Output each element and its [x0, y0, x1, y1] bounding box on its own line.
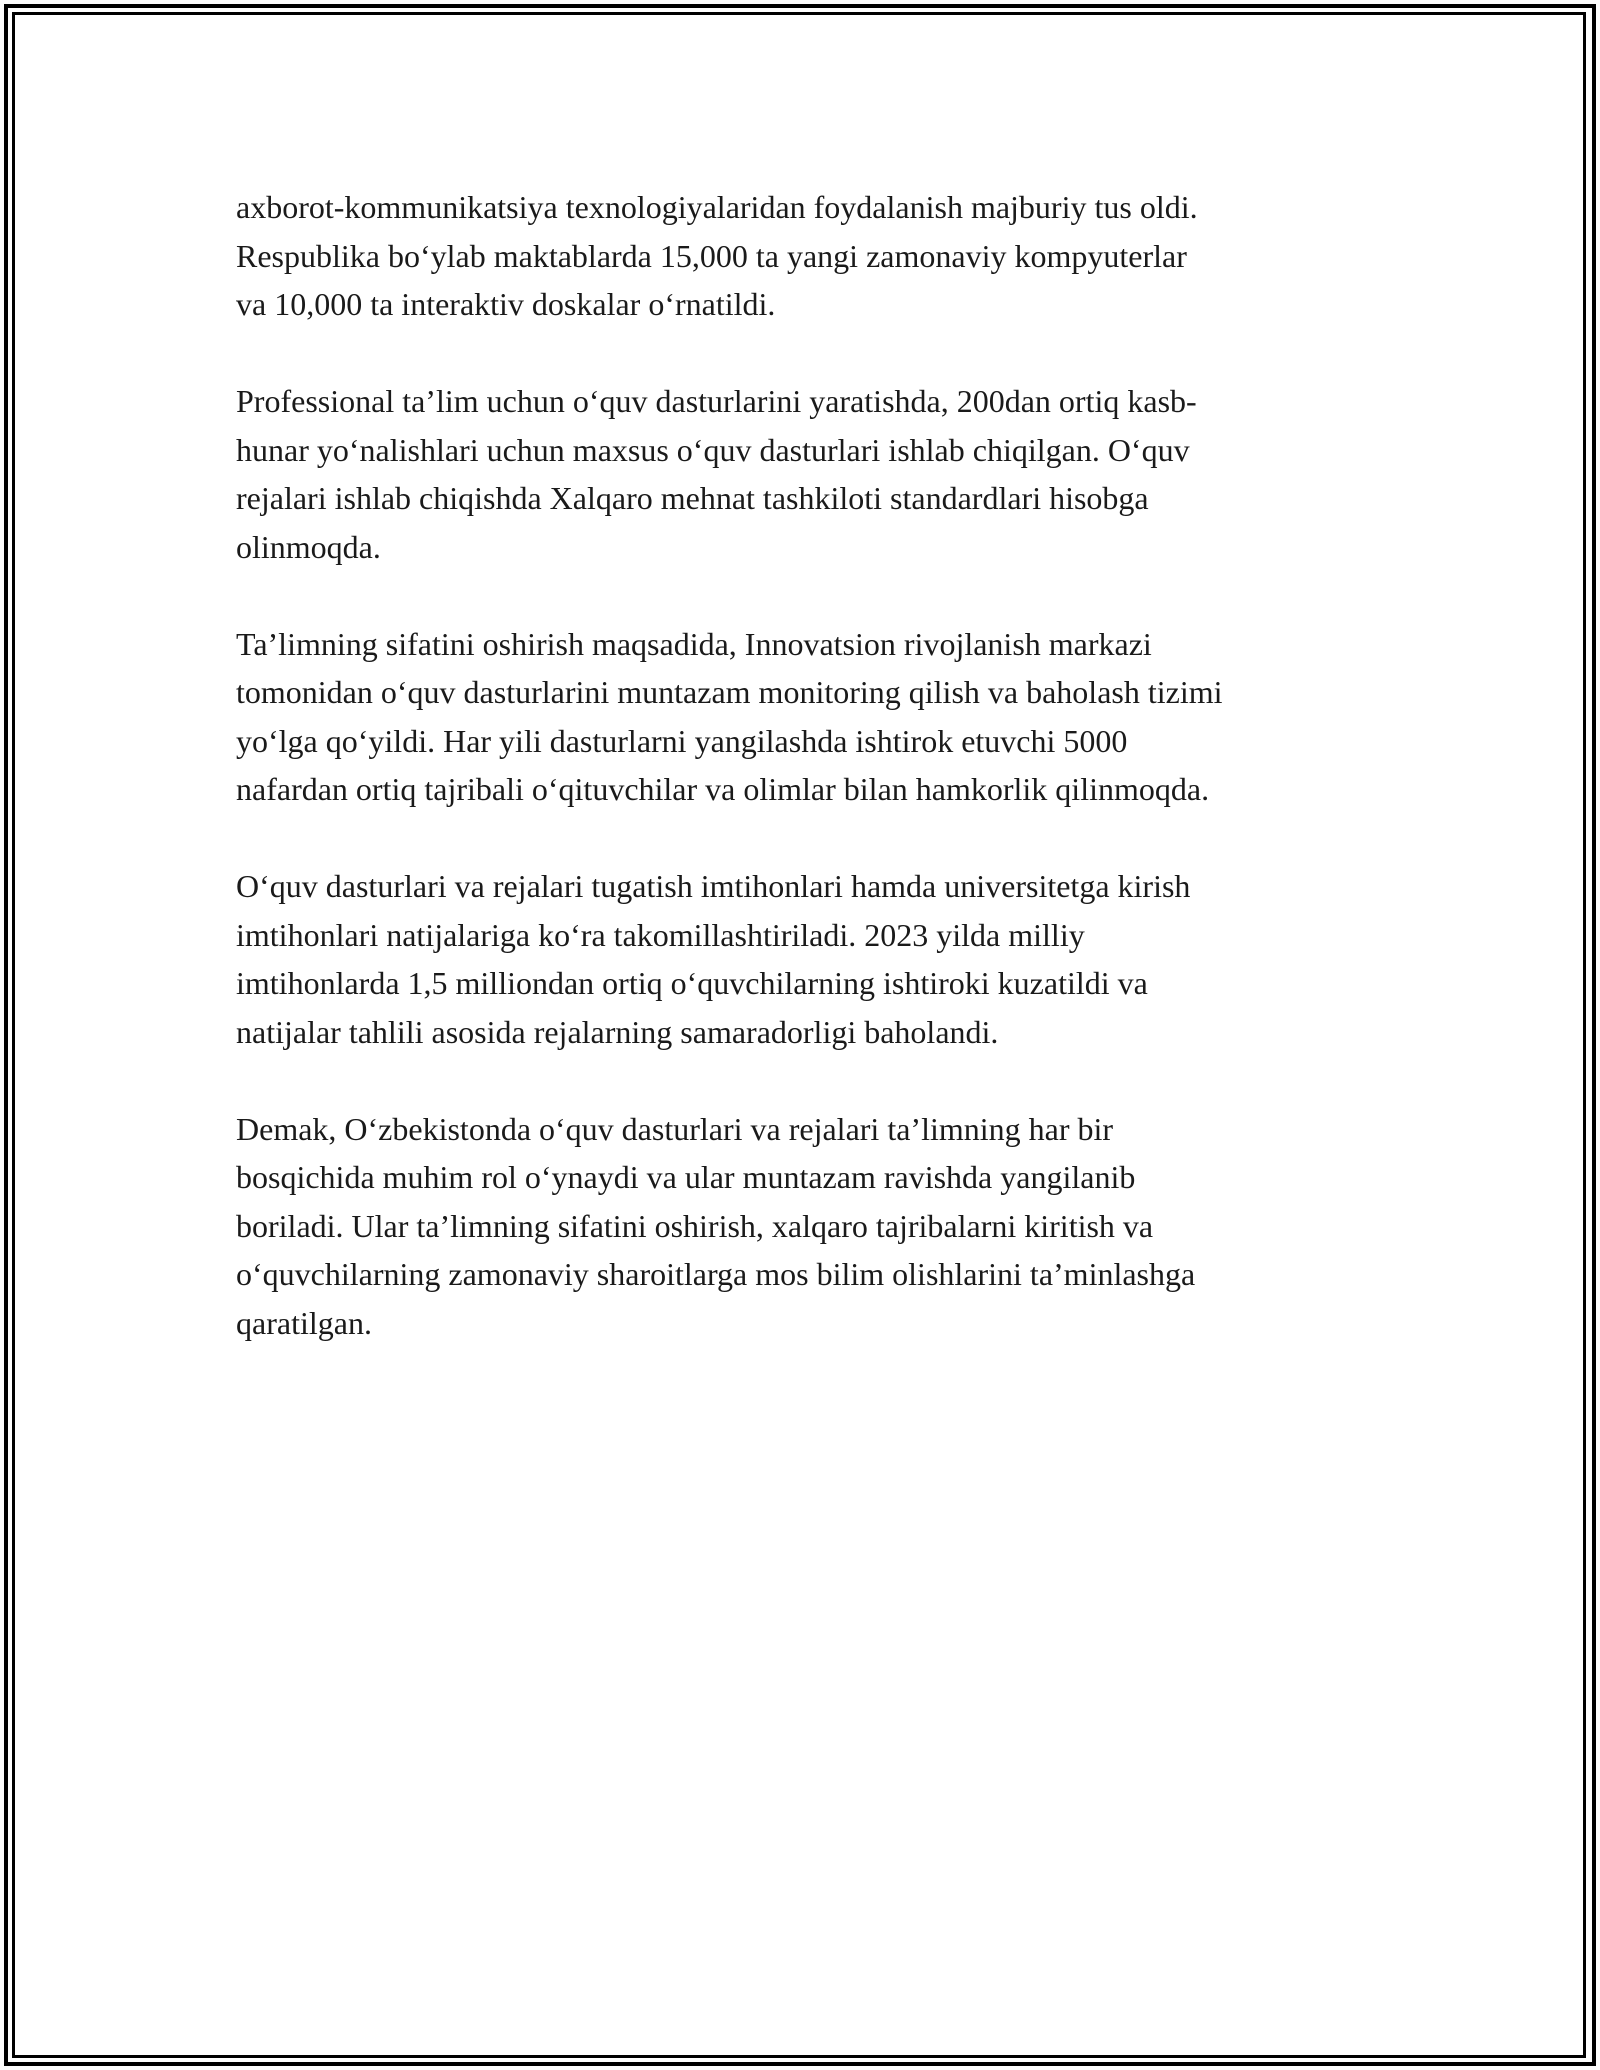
paragraph-5: Demak, O‘zbekistonda o‘quv dasturlari va rejalari ta’limning har bir bosqichida muhim rol o‘ynaydi va ular muntazam ravishda yangilanib boriladi. Ular ta’limning sifatini oshirish, xalqaro tajribalarni kiritish va o‘quvchilarning zamonaviy sharoitlarga mos bilim olishlarini ta’minlashga qaratilgan. — [236, 1110, 1196, 1341]
paragraph-4: O‘quv dasturlari va rejalari tugatish imtihonlari hamda universitetga kirish imtihonlari natijalariga ko‘ra takomillashtiriladi. 2023 yilda milliy imtihonlarda 1,5 milliondan ortiq o‘quvchilarning ishtiroki kuzatildi va natijalar tahlili asosida rejalarning samaradorligi baholandi. — [236, 868, 1191, 1050]
paragraph-2: Professional ta’lim uchun o‘quv dasturlarini yaratishda, 200dan ortiq kasb- hunar yo‘nalishlari uchun maxsus o‘quv dasturlari ishlab chiqilgan. O‘quv rejalari ishlab chiqishda Xalqaro mehnat tashkiloti standardlari hisobga olinmoqda. — [236, 383, 1197, 565]
document-body — [236, 183, 1386, 1396]
paragraph-1: axborot-kommunikatsiya texnologiyalaridan foydalanish majburiy tus oldi. Respublika bo‘ylab maktablarda 15,000 ta yangi zamonaviy kompyuterlar va 10,000 ta interaktiv doskalar o‘rnatildi. — [236, 189, 1198, 322]
paragraph-3: Ta’limning sifatini oshirish maqsadida, Innovatsion rivojlanish markazi tomonidan o‘quv dasturlarini muntazam monitoring qilish va baholash tizimi yo‘lga qo‘yildi. Har yili dasturlarni yangilashda ishtirok etuvchi 5000 nafardan ortiq tajribali o‘qituvchilar va olimlar bilan hamkorlik qilinmoqda. — [236, 625, 1223, 807]
